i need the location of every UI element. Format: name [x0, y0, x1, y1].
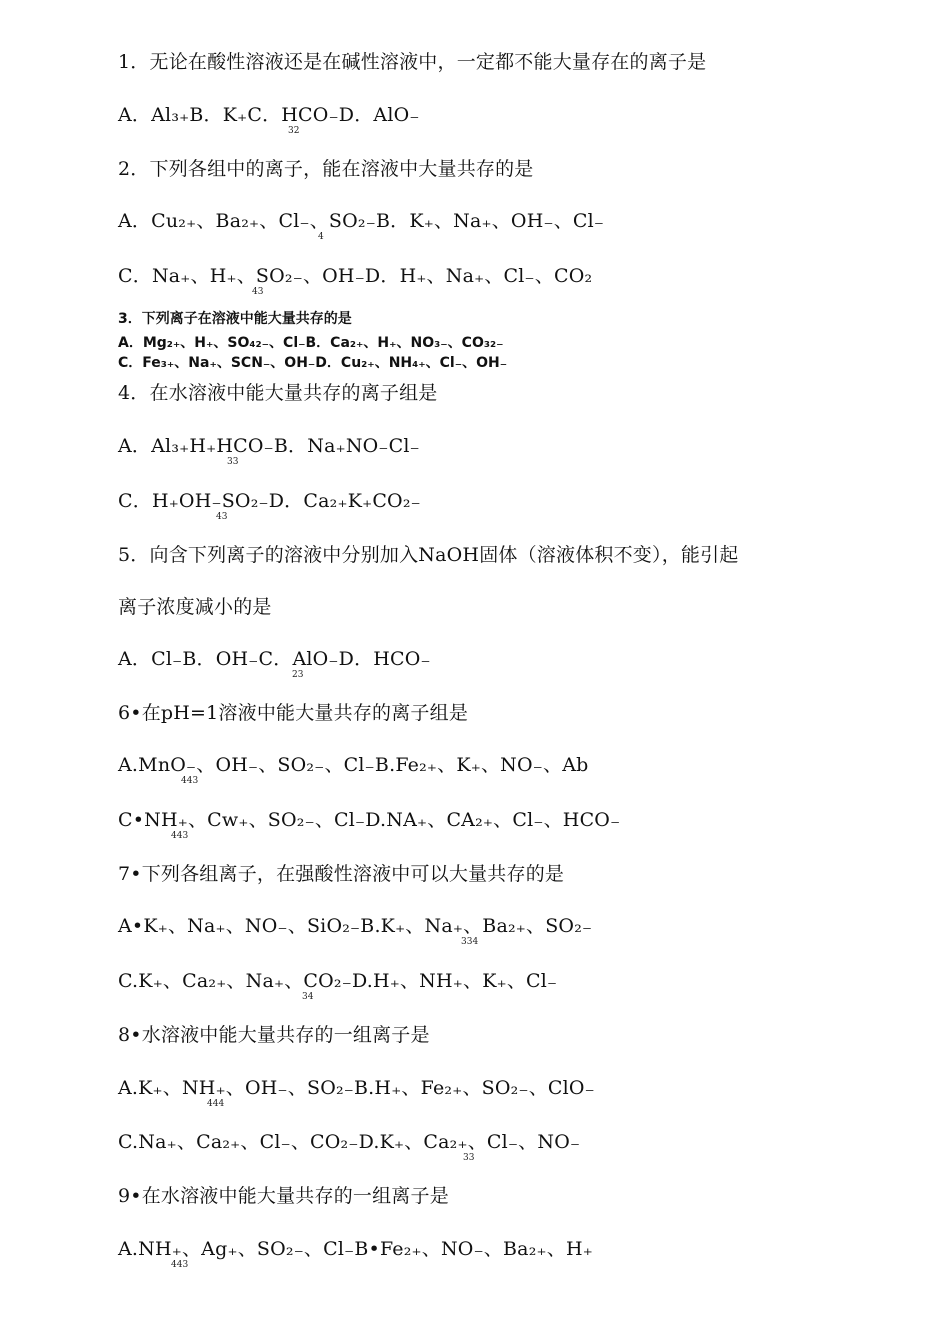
question-7-subscript-cd: 34: [302, 992, 314, 1002]
question-5-stem-cont: 离子浓度减小的是: [118, 596, 272, 618]
question-8-subscript-ab: 444: [207, 1099, 225, 1109]
question-7-subscript-ab: 334: [461, 937, 479, 947]
question-8-stem: 8•水溶液中能大量共存的一组离子是: [118, 1024, 430, 1046]
question-4-subscript-cd: 43: [216, 512, 228, 522]
question-3-options-ab: A．Mg₂₊、H₊、SO₄₂₋、Cl₋B．Ca₂₊、H₊、NO₃₋、CO₃₂₋: [118, 335, 504, 351]
question-8-options-ab: A.K₊、NH₊、OH₋、SO₂₋B.H₊、Fe₂₊、SO₂₋、ClO₋: [118, 1077, 595, 1099]
question-2-options-ab: A．Cu₂₊、Ba₂₊、Cl₋、SO₂₋B．K₊、Na₊、OH₋、Cl₋: [118, 210, 605, 232]
question-6-options-ab: A.MnO₋、OH₋、SO₂₋、Cl₋B.Fe₂₊、K₊、NO₋、Ab: [118, 754, 589, 776]
question-6-subscript-cd: 443: [171, 831, 189, 841]
question-7-options-cd: C.K₊、Ca₂₊、Na₊、CO₂₋D.H₊、NH₊、K₊、Cl₋: [118, 970, 558, 992]
question-5-stem: 5．向含下列离子的溶液中分别加入NaOH固体（溶液体积不变），能引起: [118, 544, 739, 566]
question-2-stem: 2．下列各组中的离子，能在溶液中大量共存的是: [118, 158, 534, 180]
question-9-stem: 9•在水溶液中能大量共存的一组离子是: [118, 1185, 449, 1207]
question-3-options-cd: C．Fe₃₊、Na₊、SCN₋、OH₋D．Cu₂₊、NH₄₊、Cl₋、OH₋: [118, 355, 508, 371]
question-1-subscript: 32: [288, 126, 300, 136]
question-2-options-cd: C．Na₊、H₊、SO₂₋、OH₋D．H₊、Na₊、Cl₋、CO₂: [118, 265, 593, 287]
question-9-subscript-ab: 443: [171, 1260, 189, 1270]
question-4-subscript-ab: 33: [227, 457, 239, 467]
question-3-stem: 3．下列离子在溶液中能大量共存的是: [118, 311, 352, 327]
question-4-options-cd: C．H₊OH₋SO₂₋D．Ca₂₊K₊CO₂₋: [118, 490, 421, 512]
question-4-options-ab: A．Al₃₊H₊HCO₋B．Na₊NO₋Cl₋: [118, 435, 420, 457]
question-6-subscript-ab: 443: [181, 776, 199, 786]
question-2-subscript-cd: 43: [252, 287, 264, 297]
question-6-options-cd: C•NH₊、Cw₊、SO₂₋、Cl₋D.NA₊、CA₂₊、Cl₋、HCO₋: [118, 809, 621, 831]
question-2-subscript-ab: 4: [318, 232, 324, 242]
question-8-subscript-cd: 33: [463, 1153, 475, 1163]
question-1-stem: 1．无论在酸性溶液还是在碱性溶液中，一定都不能大量存在的离子是: [118, 51, 707, 73]
question-1-options: A．Al₃₊B．K₊C．HCO₋D．AlO₋: [118, 104, 420, 126]
question-4-stem: 4．在水溶液中能大量共存的离子组是: [118, 382, 438, 404]
question-7-stem: 7•下列各组离子，在强酸性溶液中可以大量共存的是: [118, 863, 565, 885]
question-7-options-ab: A•K₊、Na₊、NO₋、SiO₂₋B.K₊、Na₊、Ba₂₊、SO₂₋: [118, 915, 593, 937]
question-5-subscript: 23: [292, 670, 304, 680]
question-6-stem: 6•在pH=1溶液中能大量共存的离子组是: [118, 702, 469, 724]
question-9-options-ab: A.NH₊、Ag₊、SO₂₋、Cl₋B•Fe₂₊、NO₋、Ba₂₊、H₊: [118, 1238, 593, 1260]
question-5-options: A．Cl₋B．OH₋C．AlO₋D．HCO₋: [118, 648, 431, 670]
question-8-options-cd: C.Na₊、Ca₂₊、Cl₋、CO₂₋D.K₊、Ca₂₊、Cl₋、NO₋: [118, 1131, 581, 1153]
